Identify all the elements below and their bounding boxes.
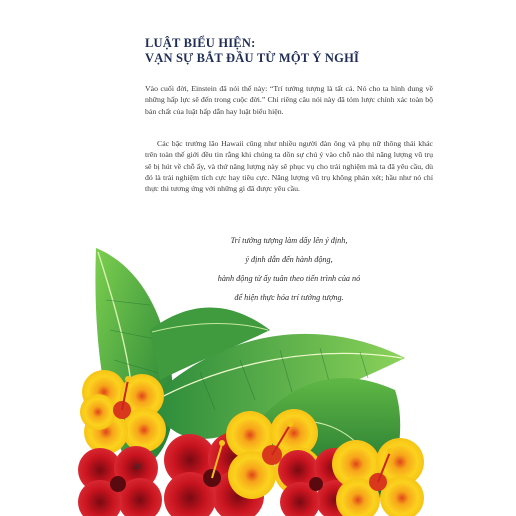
- body-paragraph-2: Các bậc trưởng lão Hawaii cũng như nhiều người đàn ông và phụ nữ thông thái khác trên toàn thế giới đều tin rằng khi chúng ta dồn sự chú ý vào chỗ nào thì năng lượng vũ trụ sẽ bị hút về chỗ ấy, và thứ năng lượng này sẽ phục vụ cho trải nghiệm mà ta đã yêu cầu, dù đó là trải nghiệm tích cực hay tiêu cực. Năng lượng vũ trụ không phán xét; hầu như nó chỉ thực thi tương ứng với những gì đã được yêu cầu.: [145, 139, 433, 194]
- heading-line-1: LUẬT BIỂU HIỆN:: [145, 36, 256, 50]
- body-paragraph-1: Vào cuối đời, Einstein đã nói thế này: “Trí tưởng tượng là tất cả. Nó cho ta hình dung về những hấp lực sẽ đến trong cuộc đời.” Chỉ riêng câu nói này đã tóm lược chính xác toàn bộ bản chất của luật hấp dẫn hay luật biểu hiện.: [145, 84, 433, 116]
- hibiscus-red-left: [78, 446, 162, 516]
- poem-line-2: ý định dẫn đến hành động,: [245, 255, 333, 264]
- page-number: 38: [134, 462, 142, 471]
- poem-line-3: hành động từ ấy tuân theo tiến trình của nó: [217, 274, 361, 283]
- heading-line-2: VẠN SỰ BẮT ĐẦU TỪ MỘT Ý NGHĨ: [145, 51, 360, 65]
- poem-line-4: để hiện thực hóa trí tưởng tượng.: [234, 293, 344, 302]
- poem-line-1: Trí tưởng tượng làm dấy lên ý định,: [230, 236, 348, 245]
- hibiscus-yellow-left: [80, 370, 166, 454]
